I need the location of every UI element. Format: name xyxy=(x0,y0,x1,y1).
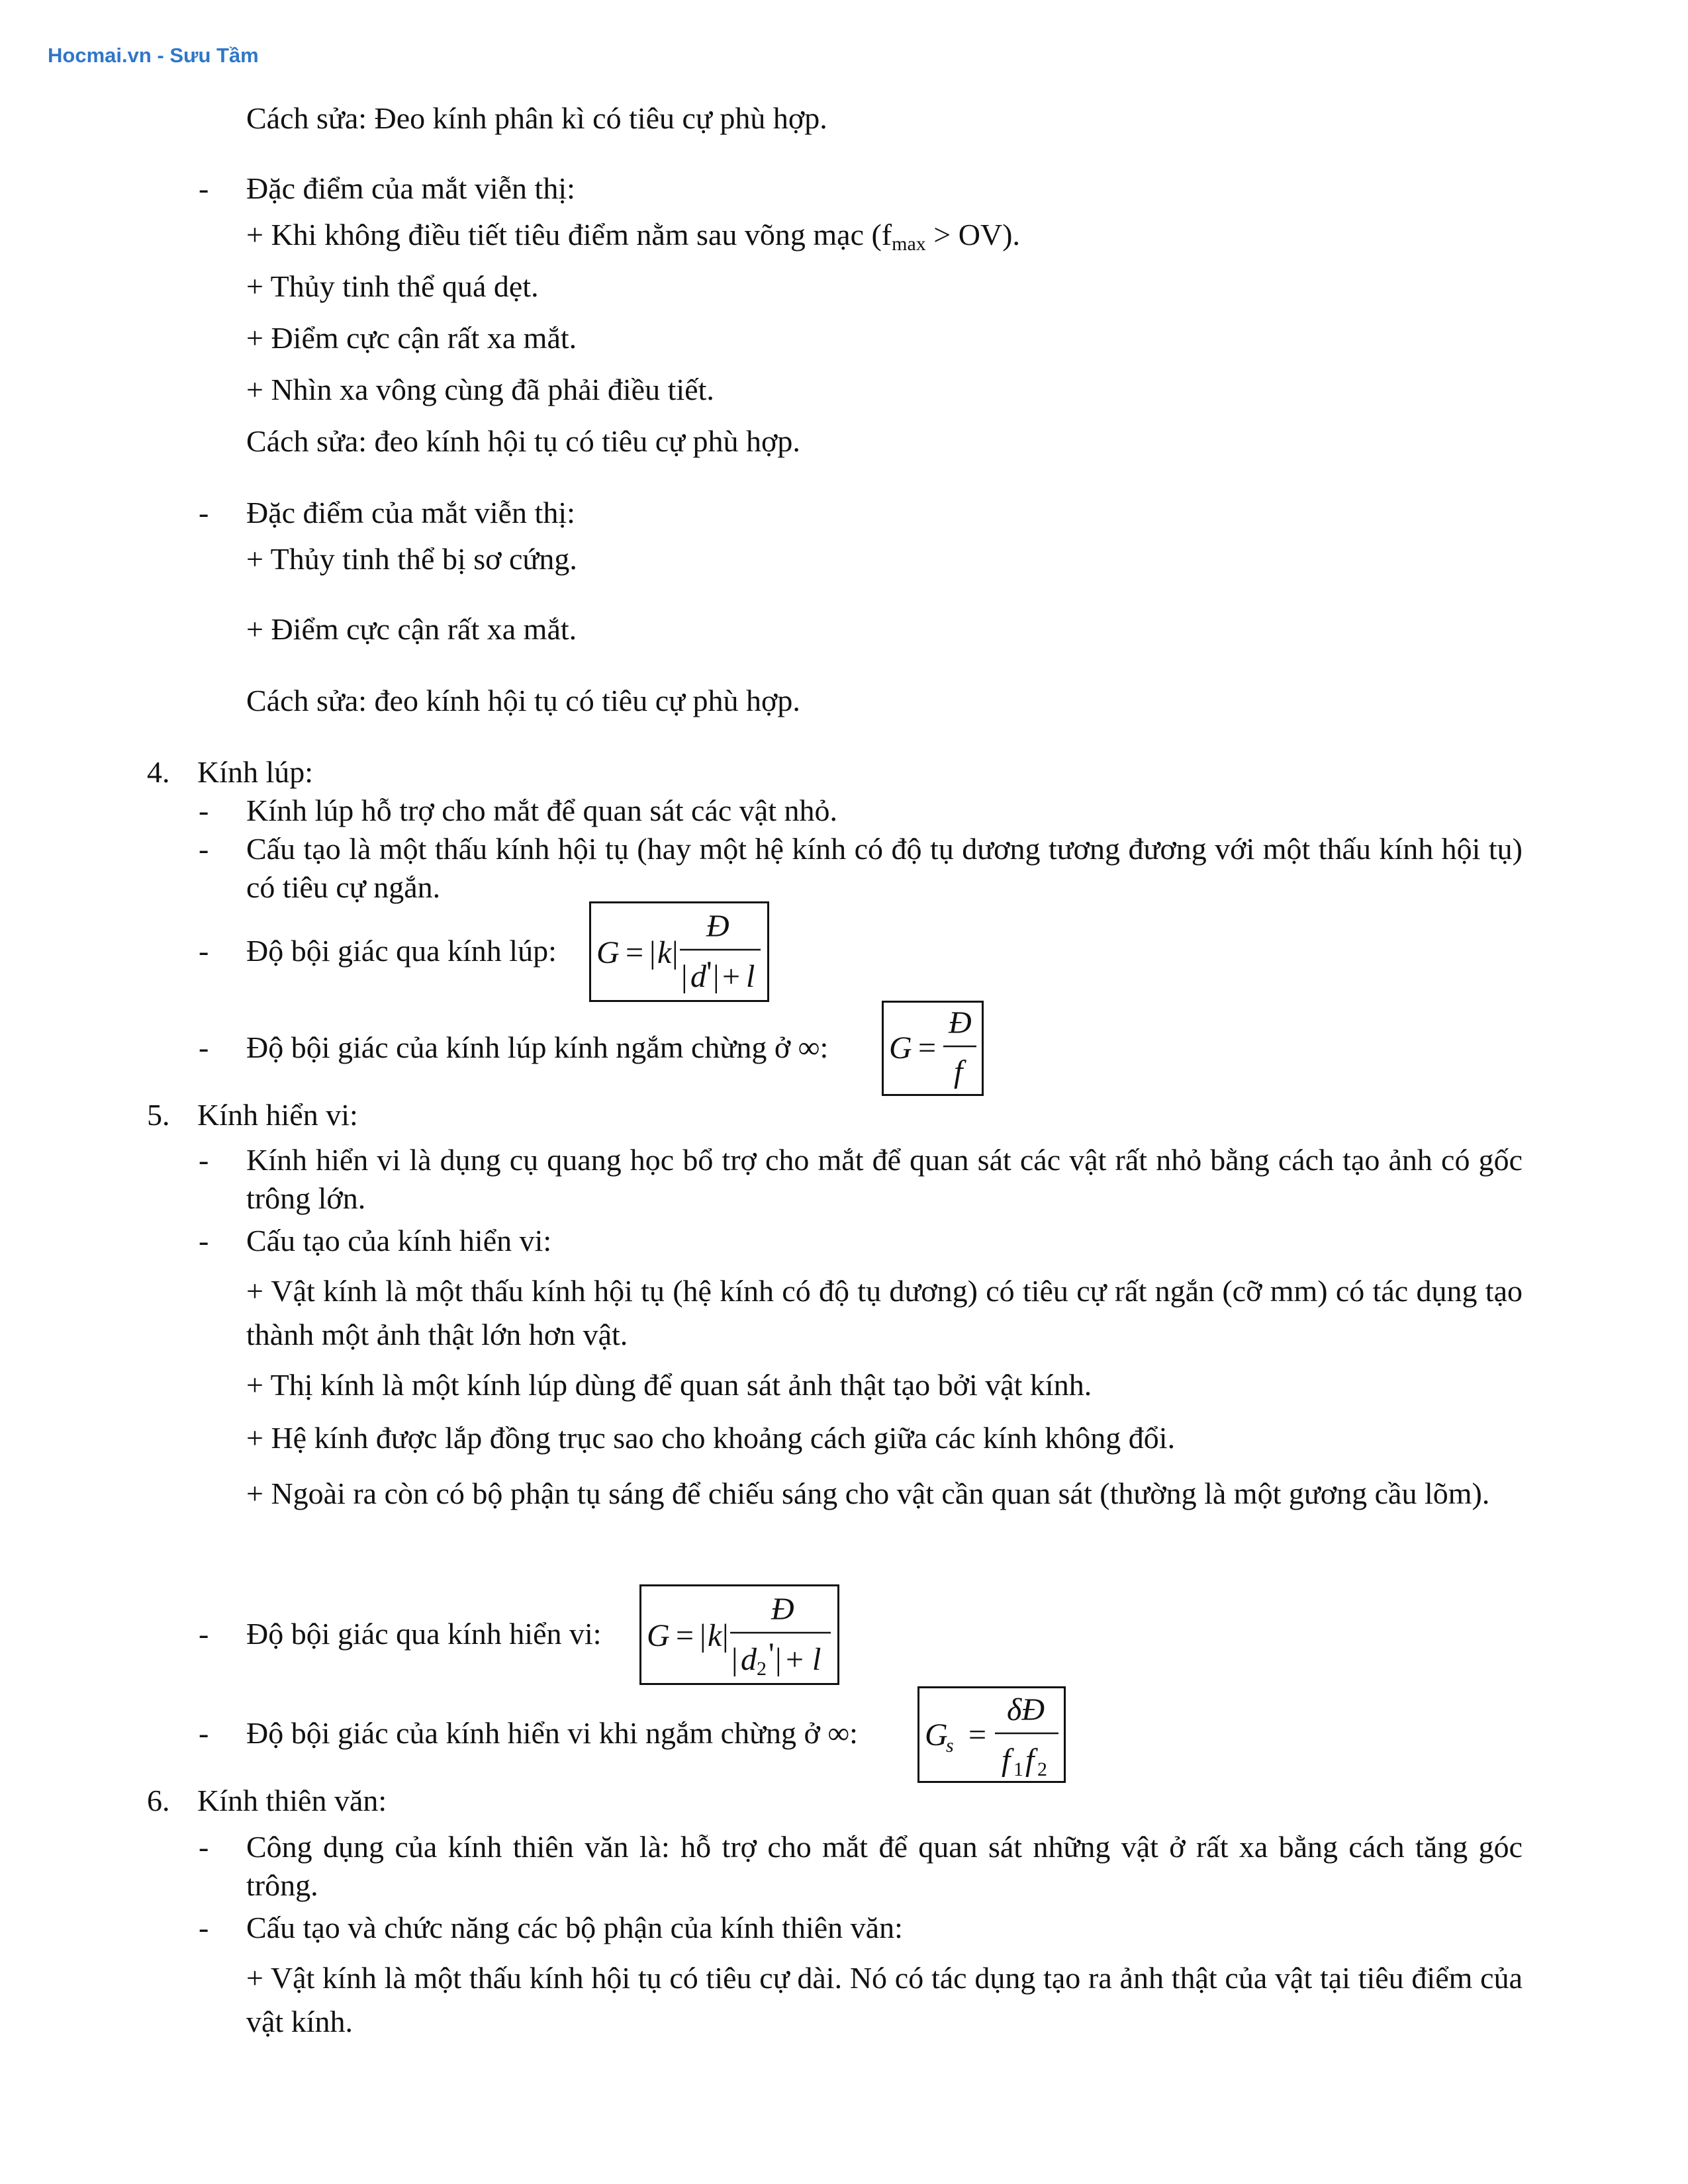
formula-prime: ' xyxy=(706,955,712,990)
formula-d: d xyxy=(690,959,706,994)
hyperopia-line-1: + Khi không điều tiết tiêu điểm nằm sau võng mạc $(f_{max} > OV)$. xyxy=(246,218,1020,255)
hyperopia-fix-line: Cách sửa: đeo kính hội tụ có tiêu cự phù hợp. xyxy=(246,424,800,458)
formula-abs-bar: | xyxy=(731,1642,738,1677)
telescope-title: Kính thiên văn: xyxy=(197,1784,387,1817)
page-header-source: Hocmai.vn - Sưu Tầm xyxy=(48,44,259,67)
formula-equals: = xyxy=(968,1717,987,1752)
formula-prime: ' xyxy=(769,1637,774,1672)
microscope-bullet-3: Độ bội giác qua kính hiển vi: xyxy=(246,1617,602,1651)
bullet-dash: - xyxy=(199,794,209,827)
formula-f1: f xyxy=(1002,1743,1011,1778)
bullet-dash: - xyxy=(199,1030,209,1064)
formula-k: k xyxy=(708,1618,722,1653)
formula-f2: f xyxy=(1025,1743,1035,1778)
telescope-part-1: + Vật kính là một thấu kính hội tụ có tiêu cự dài. Nó có tác dụng tạo ra ảnh thật của vật tại tiêu điểm của vật kính. xyxy=(246,1961,1523,2038)
formula-subscript-s: s xyxy=(946,1735,954,1756)
bullet-dash: - xyxy=(199,1224,209,1257)
formula-subscript-2: 2 xyxy=(1037,1758,1047,1780)
magnifier-formula-box xyxy=(589,901,769,1002)
formula-l: l xyxy=(746,959,755,994)
microscope-part-1: + Vật kính là một thấu kính hội tụ (hệ kính có độ tụ dương) có tiêu cự rất ngắn (cỡ mm) có tác dụng tạo thành một ảnh thật lớn hơn vật. xyxy=(246,1274,1523,1351)
formula-G: G xyxy=(889,1030,912,1066)
formula-abs-bar: | xyxy=(775,1642,782,1677)
formula-k: k xyxy=(657,935,672,970)
bullet-dash: - xyxy=(199,1716,209,1750)
bullet-dash: - xyxy=(199,496,209,529)
presbyopia-line-2: + Điểm cực cận rất xa mắt. xyxy=(246,612,577,646)
bullet-dash: - xyxy=(199,1911,209,1944)
formula-subscript-2: 2 xyxy=(757,1658,767,1680)
formula-numerator: δĐ xyxy=(1007,1692,1045,1727)
formula-G: G xyxy=(596,935,620,970)
microscope-bullet-1: Kính hiển vi là dụng cụ quang học bổ trợ cho mắt để quan sát các vật rất nhỏ bằng cách tạo ảnh có gốc trông lớn. xyxy=(246,1143,1523,1215)
formula-l: l xyxy=(812,1642,821,1677)
formula-abs-bar: | xyxy=(713,959,720,994)
magnifier-bullet-1: Kính lúp hỗ trợ cho mắt để quan sát các vật nhỏ. xyxy=(246,794,837,827)
section-number: 6. xyxy=(147,1784,170,1817)
hyperopia-title: Đặc điểm của mắt viễn thị: xyxy=(246,171,575,205)
formula-numerator-D: Đ xyxy=(706,909,729,944)
formula-G: G xyxy=(925,1717,948,1752)
bullet-dash: - xyxy=(199,1143,209,1177)
formula-equals: = xyxy=(626,935,644,970)
formula-d: d xyxy=(741,1642,757,1677)
formula-plus: + xyxy=(786,1642,804,1677)
formula-abs-bar: | xyxy=(649,935,656,970)
formula-abs-bar: | xyxy=(700,1618,706,1653)
microscope-formula-box xyxy=(639,1584,839,1685)
bullet-dash: - xyxy=(199,1617,209,1651)
section-number: 4. xyxy=(147,755,170,789)
formula-numerator-D: Đ xyxy=(771,1592,794,1627)
formula-abs-bar: | xyxy=(672,935,679,970)
microscope-bullet-4: Độ bội giác của kính hiển vi khi ngắm chừng ở ∞: xyxy=(246,1716,858,1750)
microscope-infinity-formula-box xyxy=(917,1686,1066,1783)
magnifier-bullet-2: Cấu tạo là một thấu kính hội tụ (hay một hệ kính có độ tụ dương tương đương với một thấu kính hội tụ) có tiêu cự ngắn. xyxy=(246,832,1523,904)
formula-numerator-D: Đ xyxy=(949,1005,972,1040)
presbyopia-line-1: + Thủy tinh thể bị sơ cứng. xyxy=(246,542,577,576)
microscope-part-4: + Ngoài ra còn có bộ phận tụ sáng để chiếu sáng cho vật cần quan sát (thường là một gương cầu lõm). xyxy=(246,1477,1490,1510)
bullet-dash: - xyxy=(199,832,209,866)
myopia-fix-line: Cách sửa: Đeo kính phân kì có tiêu cự phù hợp. xyxy=(246,101,827,135)
bullet-dash: - xyxy=(199,171,209,205)
formula-plus: + xyxy=(722,959,741,994)
telescope-bullet-2: Cấu tạo và chức năng các bộ phận của kính thiên văn: xyxy=(246,1911,903,1944)
formula-subscript-1: 1 xyxy=(1013,1758,1023,1780)
formula-abs-bar: | xyxy=(722,1618,729,1653)
magnifier-bullet-4: Độ bội giác của kính lúp kính ngắm chừng ở ∞: xyxy=(246,1030,829,1064)
section-number: 5. xyxy=(147,1098,170,1132)
hyperopia-line-2: + Thủy tinh thể quá dẹt. xyxy=(246,269,539,303)
microscope-title: Kính hiển vi: xyxy=(197,1098,358,1132)
magnifier-title: Kính lúp: xyxy=(197,755,314,789)
formula-G: G xyxy=(647,1618,670,1653)
presbyopia-title: Đặc điểm của mắt viễn thị: xyxy=(246,496,575,529)
bullet-dash: - xyxy=(199,934,209,968)
magnifier-bullet-3: Độ bội giác qua kính lúp: xyxy=(246,934,557,968)
formula-f: f xyxy=(954,1054,963,1089)
hyperopia-line-4: + Nhìn xa vông cùng đã phải điều tiết. xyxy=(246,373,714,406)
magnifier-infinity-formula-box xyxy=(882,1001,984,1096)
bullet-dash: - xyxy=(199,1830,209,1864)
formula-equals: = xyxy=(676,1618,694,1653)
hyperopia-line-3: + Điểm cực cận rất xa mắt. xyxy=(246,321,577,355)
microscope-bullet-2: Cấu tạo của kính hiển vi: xyxy=(246,1224,552,1257)
telescope-bullet-1: Công dụng của kính thiên văn là: hỗ trợ cho mắt để quan sát những vật ở rất xa bằng cách tăng góc trông. xyxy=(246,1830,1523,1902)
formula-abs-bar: | xyxy=(681,959,688,994)
formula-equals: = xyxy=(918,1030,937,1066)
microscope-part-2: + Thị kính là một kính lúp dùng để quan sát ảnh thật tạo bởi vật kính. xyxy=(246,1368,1092,1402)
presbyopia-fix-line: Cách sửa: đeo kính hội tụ có tiêu cự phù hợp. xyxy=(246,684,800,717)
microscope-part-3: + Hệ kính được lắp đồng trục sao cho khoảng cách giữa các kính không đổi. xyxy=(246,1421,1176,1455)
